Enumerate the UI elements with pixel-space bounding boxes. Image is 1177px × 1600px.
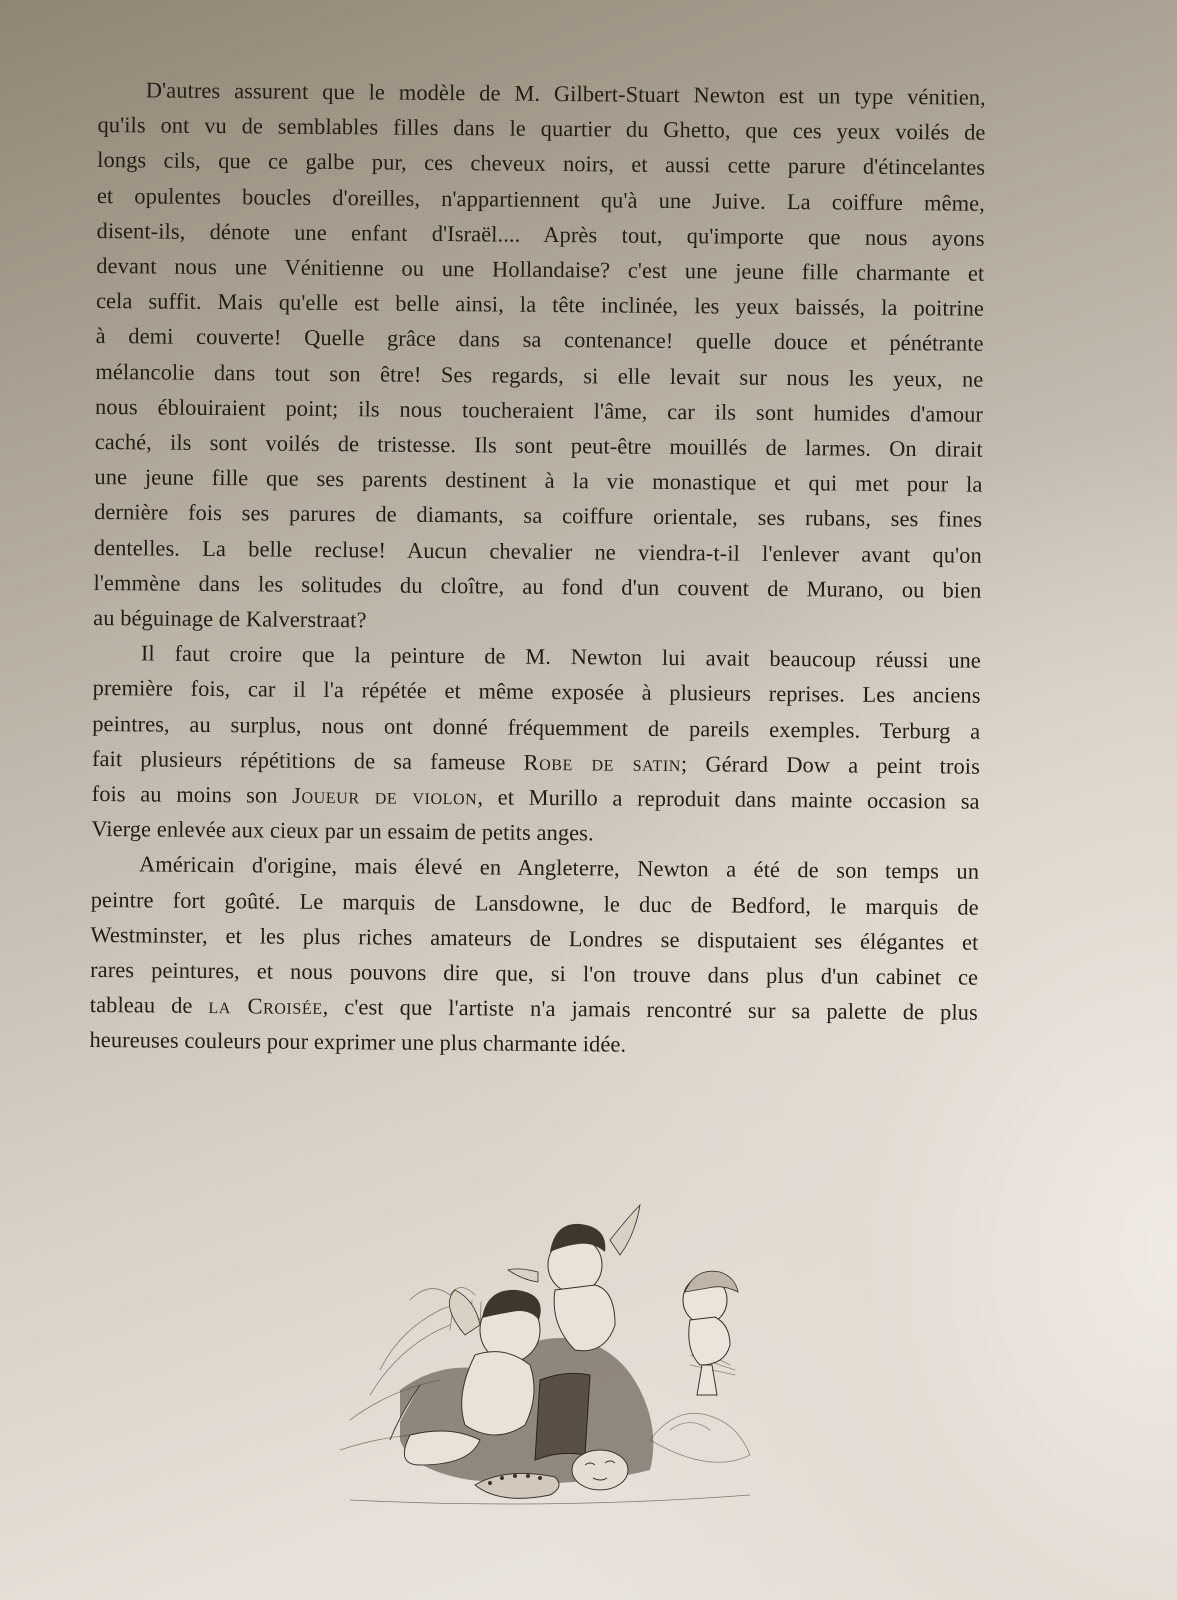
text-line: heureuses couleurs pour exprimer une plus charmante idée. [89,1027,627,1058]
text-line: cela suffit. Mais qu'elle est belle ainsi, la tête inclinée, les yeux baissés, la poitrine [95,288,985,321]
text-line: longs cils, que ce galbe pur, ces cheveux noirs, et aussi cette parure d'étincelantes [97,147,986,181]
text-line: devant nous une Vénitienne ou une Hollandaise? c'est une jeune fille charmante et [96,253,985,286]
text-fragment: tableau de [89,992,209,1019]
text-line: peintre fort goûté. Le marquis de Lansdowne, le duc de Bedford, le marquis de [90,886,979,920]
text-line: Il faut croire que la peinture de M. Newton lui avait beaucoup réussi une [140,640,982,673]
text-line: mélancolie dans tout son être! Ses regards, si elle levait sur nous les yeux, ne [95,358,984,392]
text-line: caché, ils sont voilés de tristesse. Ils sont peut-être mouillés de larmes. On dirait [94,429,983,462]
cherubs-engraving-icon [310,1180,780,1520]
text-fragment: , et Murillo a reproduit dans mainte occasion sa [477,784,980,814]
text-line: une jeune fille que ses parents destinent à la vie monastique et qui met pour la [94,464,983,497]
text-line: disent-ils, dénote une enfant d'Israël.... Après tout, qu'importe que nous ayons [96,217,985,251]
text-line: qu'ils ont vu de semblables filles dans le quartier du Ghetto, que ces yeux voilés de [97,112,986,145]
text-line: à demi couverte! Quelle grâce dans sa contenance! quelle douce et pénétrante [95,323,984,357]
text-line: Vierge enlevée aux cieux par un essaim de petits anges. [91,816,594,846]
artwork-title: Robe de satin [523,749,682,776]
text-line: Westminster, et les plus riches amateurs de Londres se disputaient ses élégantes et [90,921,979,955]
cherub-vignette-illustration [310,1180,780,1520]
text-line: nous éblouiraient point; ils nous toucheraient l'âme, car ils sont humides d'amour [94,393,984,427]
text-line: l'emmène dans les solitudes du cloître, au fond d'un couvent de Murano, ou bien [93,569,982,603]
text-line: et opulentes boucles d'oreilles, n'appartiennent qu'à une Juive. La coiffure même, [96,182,986,216]
text-line: rares peintures, et nous pouvons dire que, si l'on trouve dans plus d'un cabinet ce [90,957,979,990]
text-line: dernière fois ses parures de diamants, sa coiffure orientale, ses rubans, ses fines [94,499,983,533]
text-line: au béguinage de Kalverstraat? [93,605,367,633]
text-fragment: , c'est que l'artiste n'a jamais rencontré sur sa palette de plus [322,994,978,1025]
text-line: Américain d'origine, mais élevé en Angleterre, Newton a été de son temps un [138,851,980,885]
page-body-text [89,72,986,1065]
text-fragment: fois au moins son [91,781,293,808]
text-line: première fois, car il l'a répétée et même exposée à plusieurs reprises. Les anciens [92,675,981,709]
text-fragment: ; Gérard Dow a peint trois [680,750,981,779]
artwork-title: Joueur de violon [292,782,478,810]
paragraph-2 [91,635,981,854]
text-fragment: fait plusieurs répétitions de sa fameuse [91,745,524,775]
text-line: D'autres assurent que le modèle de M. Gilbert-Stuart Newton est un type vénitien, [145,77,986,110]
paragraph-1 [93,72,986,643]
text-line: peintres, au surplus, nous ont donné fréquemment de pareils exemples. Terburg a [92,710,981,744]
paragraph-3 [89,846,979,1065]
artwork-title: la Croisée [208,993,323,1020]
text-line: dentelles. La belle recluse! Aucun chevalier ne viendra-t-il l'enlever avant qu'on [93,534,982,568]
